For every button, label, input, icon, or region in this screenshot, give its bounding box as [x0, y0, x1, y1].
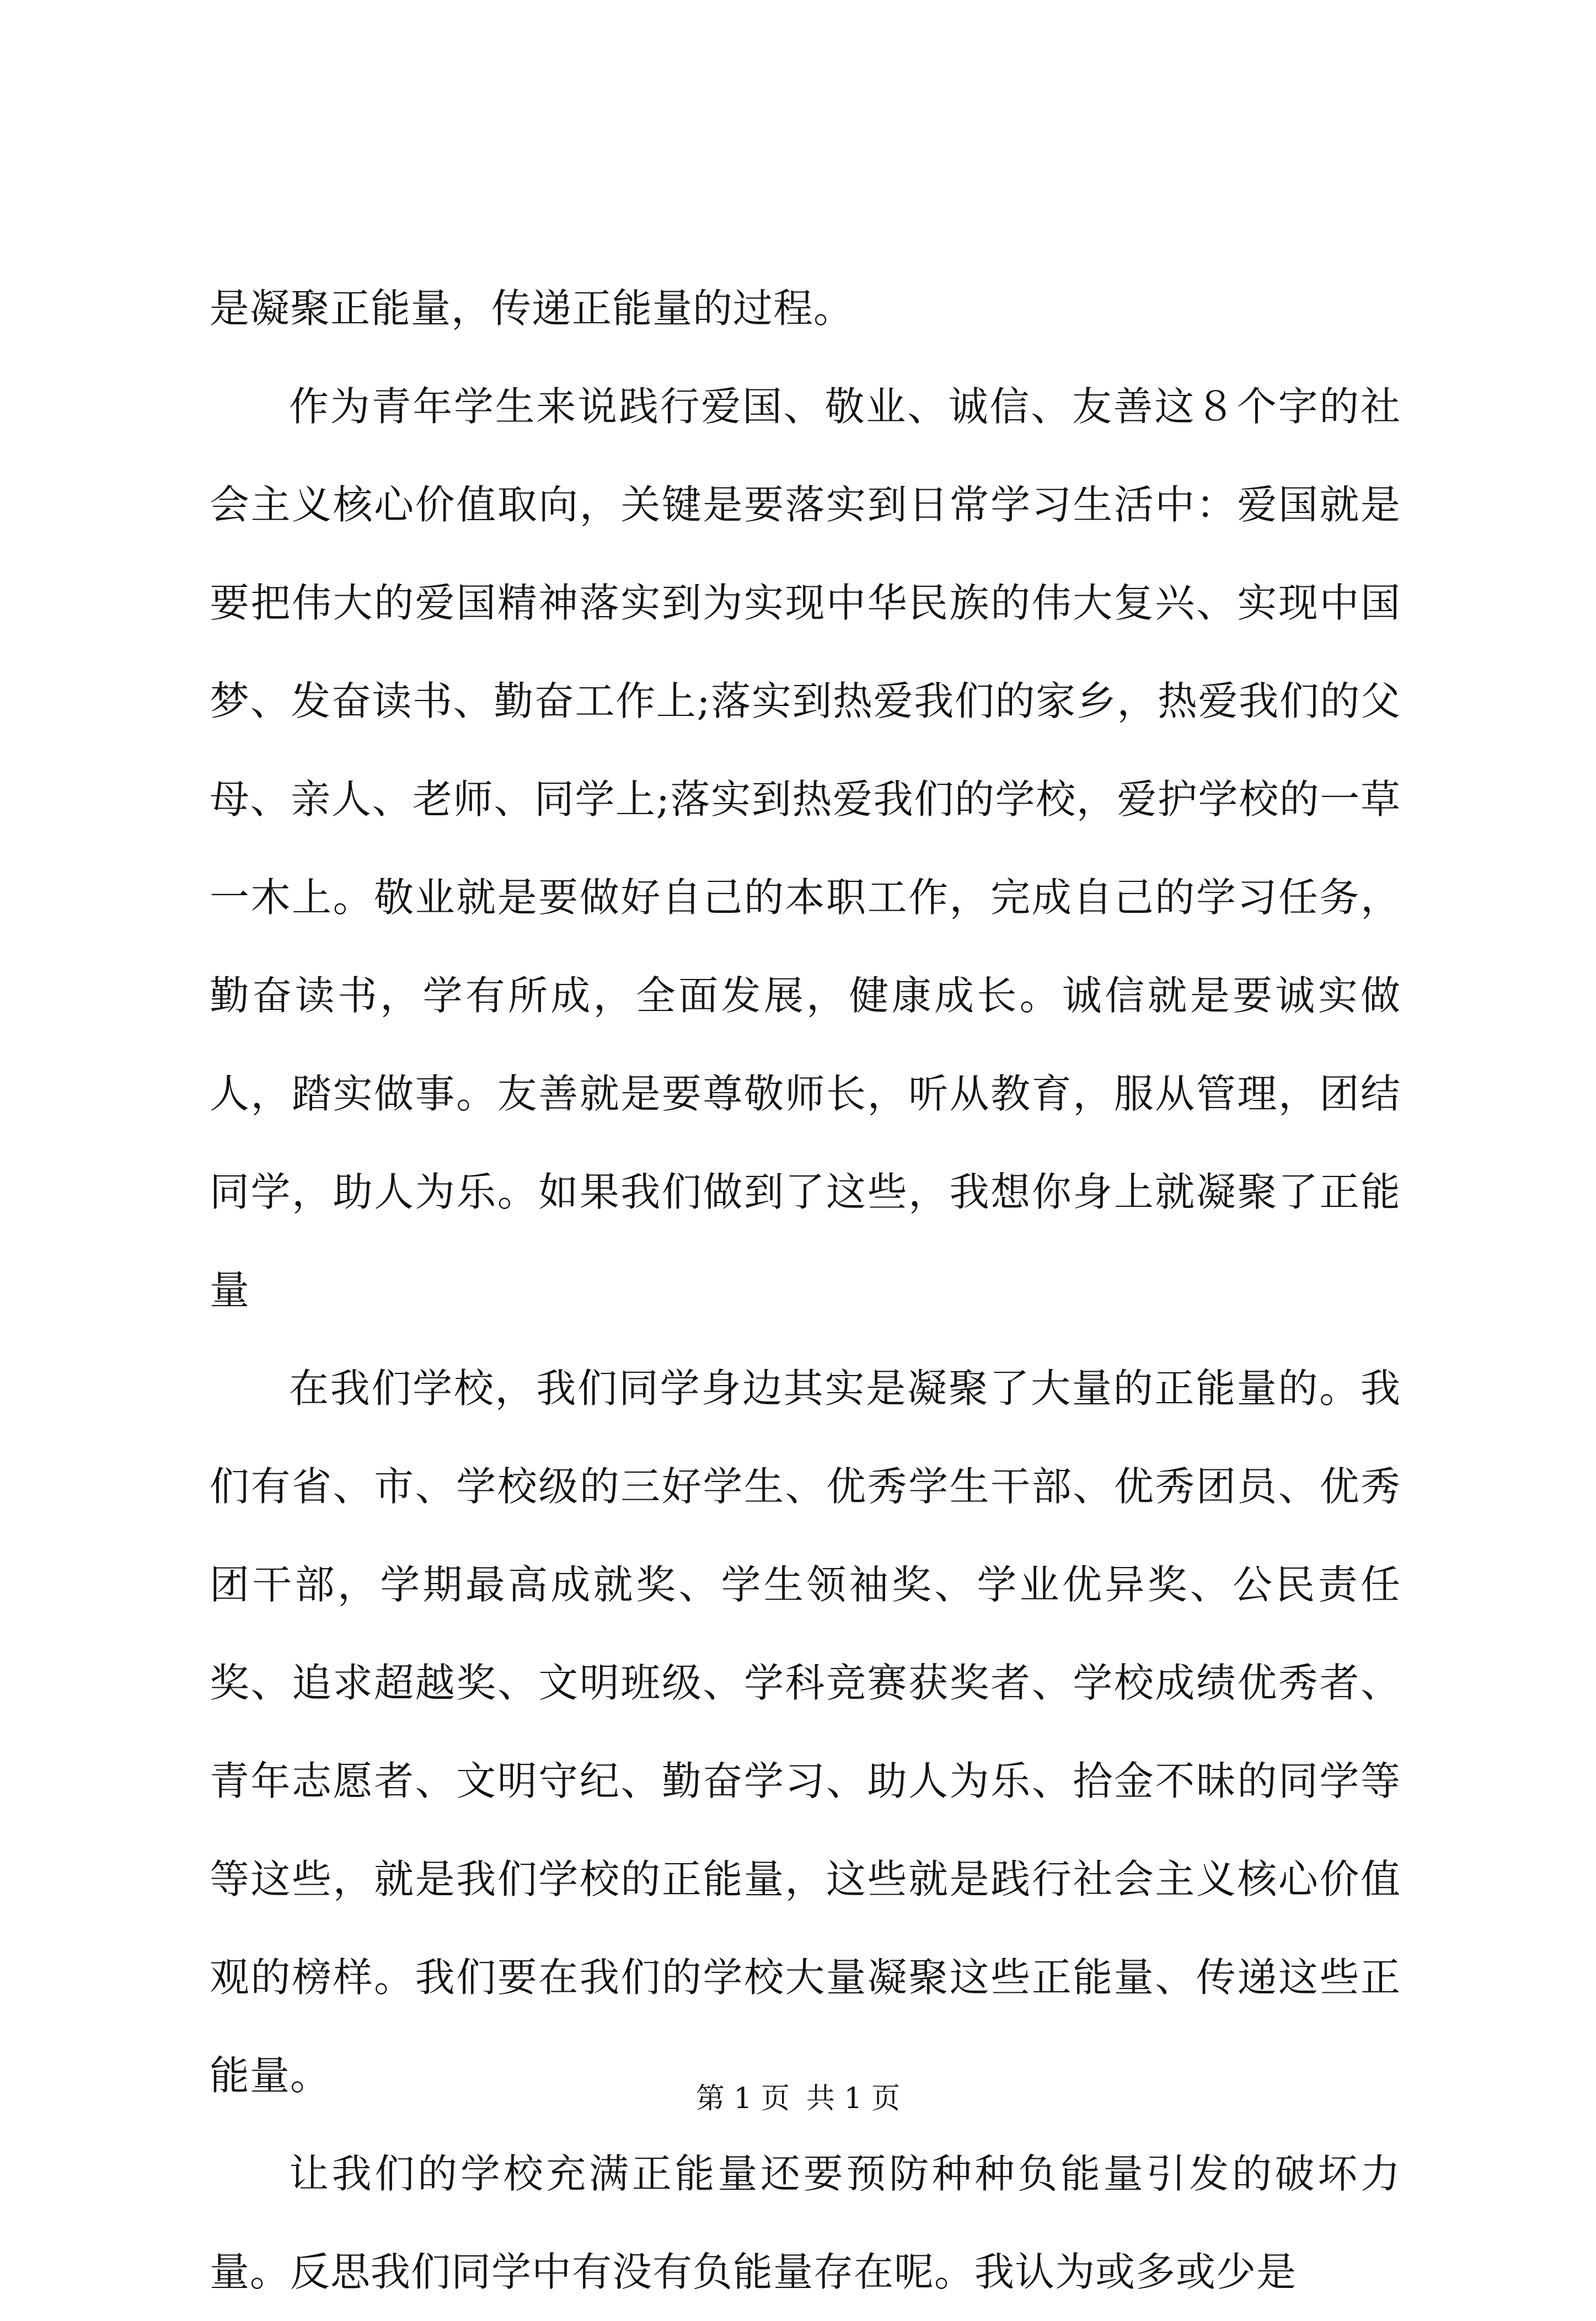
page-number: 第 1 页	[695, 2082, 790, 2115]
paragraph-continuation: 是凝聚正能量，传递正能量的过程。	[210, 285, 854, 331]
page-total: 共 1 页	[806, 2082, 901, 2115]
paragraph-school-positive-energy: 在我们学校，我们同学身边其实是凝聚了大量的正能量的。我们有省、市、学校级的三好学生、优秀学生干部、优秀团员、优秀团干部，学期最高成就奖、学生领袖奖、学业优异奖、公民责任奖、追求超越奖、文明班级、学科竞赛获奖者、学校成绩优秀者、青年志愿者、文明守纪、勤奋学习、助人为乐、拾金不昧的同学等等这些，就是我们学校的正能量，这些就是践行社会主义核心价值观的榜样。我们要在我们的学校大量凝聚这些正能量、传递这些正能量。	[210, 1365, 1401, 2099]
page-footer	[0, 2079, 1596, 2118]
paragraph-negative-energy: 让我们的学校充满正能量还要预防种种负能量引发的破坏力量。反思我们同学中有没有负能量存在呢。我认为或多或少是	[210, 2151, 1401, 2295]
document-body	[210, 259, 1401, 2321]
paragraph-core-values: 作为青年学生来说践行爱国、敬业、诚信、友善这８个字的社会主义核心价值取向，关键是要落实到日常学习生活中：爱国就是要把伟大的爱国精神落实到为实现中华民族的伟大复兴、实现中国梦、发奋读书、勤奋工作上;落实到热爱我们的家乡，热爱我们的父母、亲人、老师、同学上;落实到热爱我们的学校，爱护学校的一草一木上。敬业就是要做好自己的本职工作，完成自己的学习任务，勤奋读书，学有所成，全面发展，健康成长。诚信就是要诚实做人，踏实做事。友善就是要尊敬师长，听从教育，服从管理，团结同学，助人为乐。如果我们做到了这些，我想你身上就凝聚了正能量	[210, 383, 1401, 1313]
